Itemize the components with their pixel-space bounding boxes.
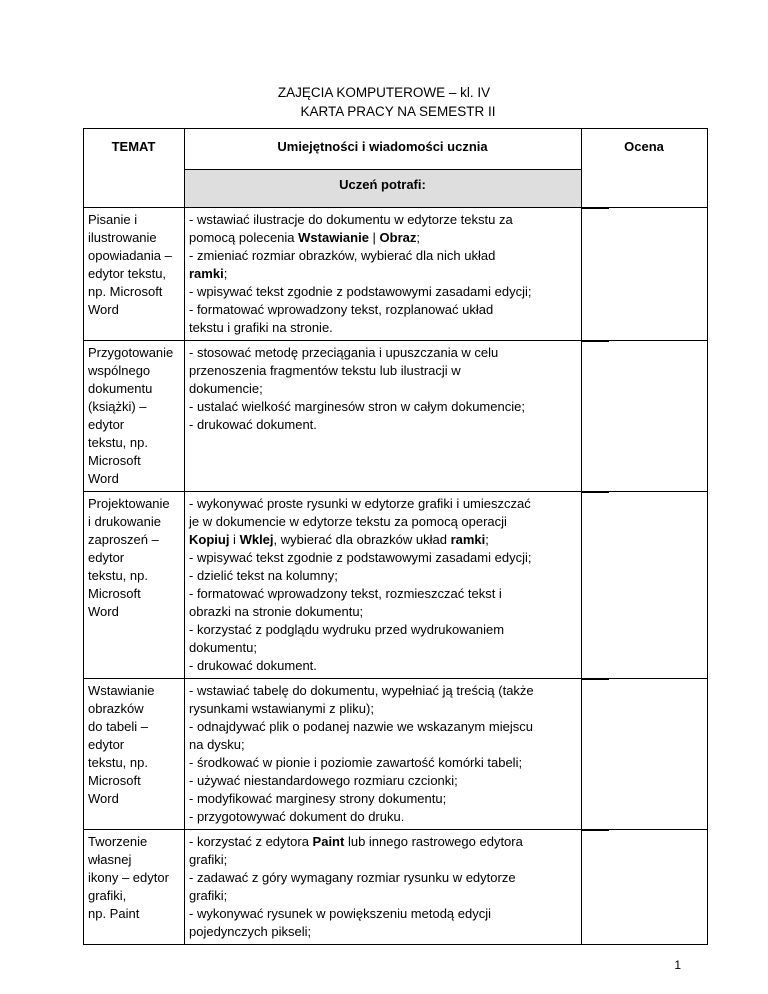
topic-line: Word <box>88 471 119 486</box>
page-number: 1 <box>674 958 681 972</box>
topic-line: tekstu, np. <box>88 755 148 770</box>
topic-line: np. Microsoft <box>88 284 163 299</box>
skill-line: tekstu i grafiki na stronie. <box>189 320 333 335</box>
table-row <box>84 830 708 945</box>
topic-line: własnej <box>88 852 132 867</box>
topic-line: Pisanie i <box>88 212 138 227</box>
grade-cell[interactable] <box>582 341 708 492</box>
topic-line: Word <box>88 791 119 806</box>
topic-line: edytor <box>88 550 125 565</box>
table-header-row <box>84 129 708 170</box>
topic-line: Microsoft <box>88 773 141 788</box>
skill-line: - formatować wprowadzony tekst, rozmieszczać tekst i <box>189 586 502 601</box>
skill-line: na dysku; <box>189 737 245 752</box>
topic-line: np. Paint <box>88 906 140 921</box>
skill-line: - wpisywać tekst zgodnie z podstawowymi zasadami edycji; <box>189 550 532 565</box>
topic-line: ikony – edytor <box>88 870 169 885</box>
grade-cell[interactable] <box>582 492 708 679</box>
topic-line: Tworzenie <box>88 834 148 849</box>
header-topic: TEMAT <box>84 129 185 208</box>
grade-cell[interactable] <box>582 208 708 341</box>
skill-line: - stosować metodę przeciągania i upuszczania w celu <box>189 345 499 360</box>
skill-line: pomocą polecenia Wstawianie | Obraz; <box>189 230 421 245</box>
skill-line: - drukować dokument. <box>189 417 317 432</box>
topic-line: opowiadania – <box>88 248 172 263</box>
grade-box <box>582 492 609 493</box>
table-row <box>84 208 708 341</box>
skill-line: - zadawać z góry wymagany rozmiar rysunku w edytorze <box>189 870 516 885</box>
skills-cell <box>185 830 582 945</box>
skill-line: - wykonywać rysunek w powiększeniu metodą edycji <box>189 906 492 921</box>
topic-cell <box>84 830 185 945</box>
skill-line: - wstawiać ilustracje do dokumentu w edytorze tekstu za <box>189 212 513 227</box>
skills-cell <box>185 492 582 679</box>
skill-line: - korzystać z edytora Paint lub innego rastrowego edytora <box>189 834 523 849</box>
skills-cell <box>185 341 582 492</box>
topic-cell <box>84 492 185 679</box>
topic-line: edytor tekstu, <box>88 266 167 281</box>
grade-box <box>582 679 609 680</box>
skills-cell <box>185 208 582 341</box>
topic-line: i drukowanie <box>88 514 161 529</box>
grade-cell[interactable] <box>582 679 708 830</box>
topic-line: Przygotowanie <box>88 345 174 360</box>
topic-line: Word <box>88 302 119 317</box>
skill-line: rysunkami wstawianymi z pliku); <box>189 701 374 716</box>
skill-line: pojedynczych pikseli; <box>189 924 312 939</box>
topic-line: Microsoft <box>88 586 141 601</box>
topic-line: Wstawianie <box>88 683 155 698</box>
skill-line: dokumencie; <box>189 381 263 396</box>
topic-line: tekstu, np. <box>88 568 148 583</box>
skill-line: - ustalać wielkość marginesów stron w całym dokumencie; <box>189 399 525 414</box>
skill-line: - dzielić tekst na kolumny; <box>189 568 338 583</box>
topic-line: grafiki, <box>88 888 127 903</box>
skill-line: - zmieniać rozmiar obrazków, wybierać dla nich układ <box>189 248 496 263</box>
skill-line: - wstawiać tabelę do dokumentu, wypełniać ją treścią (także <box>189 683 534 698</box>
topic-cell <box>84 679 185 830</box>
topic-line: do tabeli – <box>88 719 148 734</box>
skill-line: grafiki; <box>189 852 228 867</box>
skill-line: - modyfikować marginesy strony dokumentu; <box>189 791 447 806</box>
topic-cell <box>84 208 185 341</box>
topic-line: (książki) – <box>88 399 147 414</box>
skills-table <box>83 128 708 945</box>
topic-line: wspólnego <box>88 363 151 378</box>
table-row <box>84 341 708 492</box>
title-line-2: KARTA PRACY NA SEMESTR II <box>300 104 496 119</box>
skill-line: przenoszenia fragmentów tekstu lub ilustracji w <box>189 363 461 378</box>
skill-line: - środkować w pionie i poziomie zawartość komórki tabeli; <box>189 755 523 770</box>
grade-box <box>582 830 609 831</box>
skill-line: je w dokumencie w edytorze tekstu za pomocą operacji <box>189 514 507 529</box>
skill-line: Kopiuj i Wklej, wybierać dla obrazków układ ramki; <box>189 532 489 547</box>
topic-line: Word <box>88 604 119 619</box>
skills-cell <box>185 679 582 830</box>
topic-line: tekstu, np. <box>88 435 148 450</box>
skill-line: - przygotowywać dokument do druku. <box>189 809 405 824</box>
header-skills: Umiejętności i wiadomości ucznia <box>185 129 582 170</box>
worksheet-title <box>0 83 768 121</box>
skill-line: - wykonywać proste rysunki w edytorze grafiki i umieszczać <box>189 496 531 511</box>
topic-line: edytor <box>88 417 125 432</box>
topic-line: Projektowanie <box>88 496 170 511</box>
skill-line: - wpisywać tekst zgodnie z podstawowymi zasadami edycji; <box>189 284 532 299</box>
topic-line: zaproszeń – <box>88 532 159 547</box>
table-row <box>84 679 708 830</box>
skill-line: - używać niestandardowego rozmiaru czcionki; <box>189 773 458 788</box>
grade-box <box>582 208 609 209</box>
skill-line: - odnajdywać plik o podanej nazwie we wskazanym miejscu <box>189 719 533 734</box>
grade-box <box>582 341 609 342</box>
skill-line: - korzystać z podglądu wydruku przed wydrukowaniem <box>189 622 505 637</box>
header-grade: Ocena <box>582 129 708 208</box>
grade-cell[interactable] <box>582 830 708 945</box>
topic-line: ilustrowanie <box>88 230 157 245</box>
skill-line: grafiki; <box>189 888 228 903</box>
skill-line: - formatować wprowadzony tekst, rozplanować układ <box>189 302 494 317</box>
topic-cell <box>84 341 185 492</box>
skill-line: ramki; <box>189 266 228 281</box>
topic-line: Microsoft <box>88 453 141 468</box>
table-row <box>84 492 708 679</box>
title-line-1: ZAJĘCIA KOMPUTEROWE – kl. IV <box>277 85 491 100</box>
subheader-student-can: Uczeń potrafi: <box>185 170 582 208</box>
topic-line: dokumentu <box>88 381 153 396</box>
skill-line: dokumentu; <box>189 640 257 655</box>
skill-line: - drukować dokument. <box>189 658 317 673</box>
skill-line: obrazki na stronie dokumentu; <box>189 604 364 619</box>
topic-line: edytor <box>88 737 125 752</box>
topic-line: obrazków <box>88 701 144 716</box>
